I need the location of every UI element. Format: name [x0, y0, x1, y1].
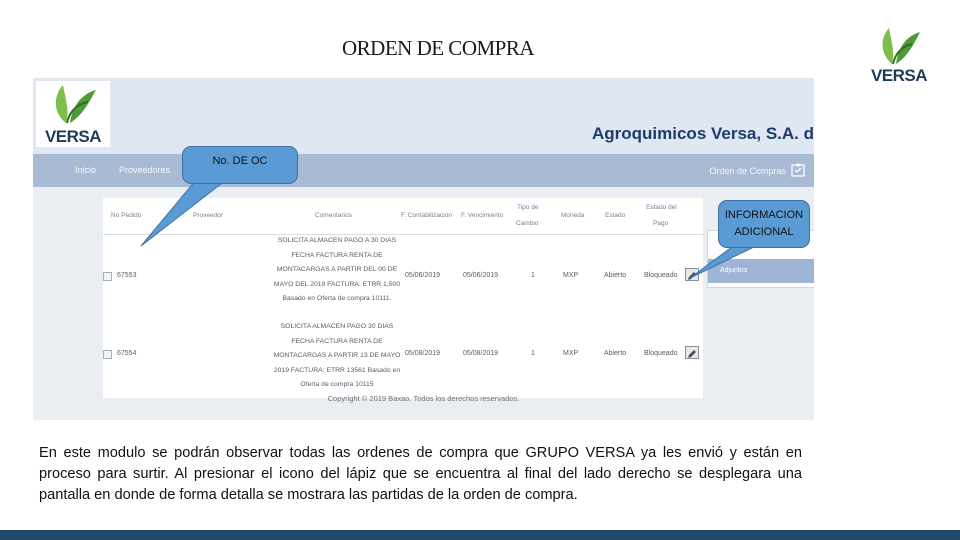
cell-estado-pago: Bloqueado [644, 272, 678, 279]
portal-logo-text: VERSA [44, 127, 102, 146]
cell-comentarios: SOLICITA ALMACEN PAGO A 30 DIAS FECHA FACTURA RENTA DE MONTACARGAS A PARTIR DEL 00 DE MAYO DEL 2019 FACTURA: ETRR 1,500 Basado en Oferta de compra 10111. [273, 237, 401, 303]
copyright-text: Copyright © 2019 Baxao. Todos los derechos reservados. [327, 394, 520, 403]
callout-no-oc-text: No. DE OC [212, 155, 268, 167]
cell-estado-pago: Bloqueado [644, 350, 678, 357]
nav-orden-compras[interactable]: Orden de Compras [709, 166, 786, 176]
cell-tipo-cambio: 1 [531, 350, 535, 357]
col-comentarios[interactable]: Comentarios [315, 212, 352, 219]
cell-moneda: MXP [563, 272, 579, 279]
company-name: Agroquimicos Versa, S.A. d [591, 124, 814, 143]
callout-info-line2: ADICIONAL [734, 226, 794, 238]
cell-f-contabilizacion: 05/08/2019 [405, 350, 441, 357]
cell-estado: Abierto [604, 350, 627, 357]
cell-f-vencimiento: 05/08/2019 [463, 350, 499, 357]
col-tipo-cambio-line1[interactable]: Tipo de [517, 204, 539, 211]
col-f-contabilizacion[interactable]: F. Contabilizacion [401, 212, 452, 219]
cell-f-contabilizacion: 05/06/2019 [405, 272, 441, 279]
callout-info-line1: INFORMACION [724, 209, 804, 221]
cell-comentarios: SOLICITA ALMACEN PAGO 30 DIAS FECHA FACTURA RENTA DE MONTACARGAS A PARTIR 13 DE MAYO 2019 FACTURA: ETRR 13561 Basado en Oferta de compra 10115 [273, 323, 401, 389]
description-paragraph: En este modulo se podrán observar todas las ordenes de compra que GRUPO VERSA ya les envió y están en proceso para surtir. Al presionar el icono del lápiz que se encuentra al final del lado derecho se desplegara una pantalla en donde de forma detalla se mostrara las partidas de la orden de compra. [39, 445, 802, 503]
col-no-pedido[interactable]: No Pedido [111, 212, 142, 219]
footer-bar [0, 530, 960, 540]
col-tipo-cambio-line2: Cambio [516, 220, 539, 227]
callout-no-oc [182, 146, 298, 184]
col-estado-pago-line2: Pago [653, 220, 669, 227]
cell-tipo-cambio: 1 [531, 272, 535, 279]
cell-no-pedido: 67554 [117, 350, 137, 357]
col-moneda[interactable]: Moneda [561, 212, 585, 219]
cell-moneda: MXP [563, 350, 579, 357]
side-menu-adjuntos-label: Adjuntos [720, 267, 748, 274]
col-estado[interactable]: Estado [605, 212, 626, 219]
col-estado-pago-line1[interactable]: Estado del [646, 204, 677, 211]
callout-info-adicional [718, 200, 810, 248]
col-f-vencimiento[interactable]: F. Vencimiento [461, 212, 504, 219]
col-proveedor[interactable]: Proveedor [193, 212, 223, 219]
cell-estado: Abierto [604, 272, 627, 279]
cell-f-vencimiento: 05/06/2019 [463, 272, 499, 279]
versa-logo-text: VERSA [870, 66, 928, 85]
cell-no-pedido: 67553 [117, 272, 137, 279]
nav-proveedores[interactable]: Proveedores [119, 165, 171, 175]
nav-inicio[interactable]: Inicio [75, 165, 97, 175]
slide-title: ORDEN DE COMPRA [341, 36, 535, 60]
